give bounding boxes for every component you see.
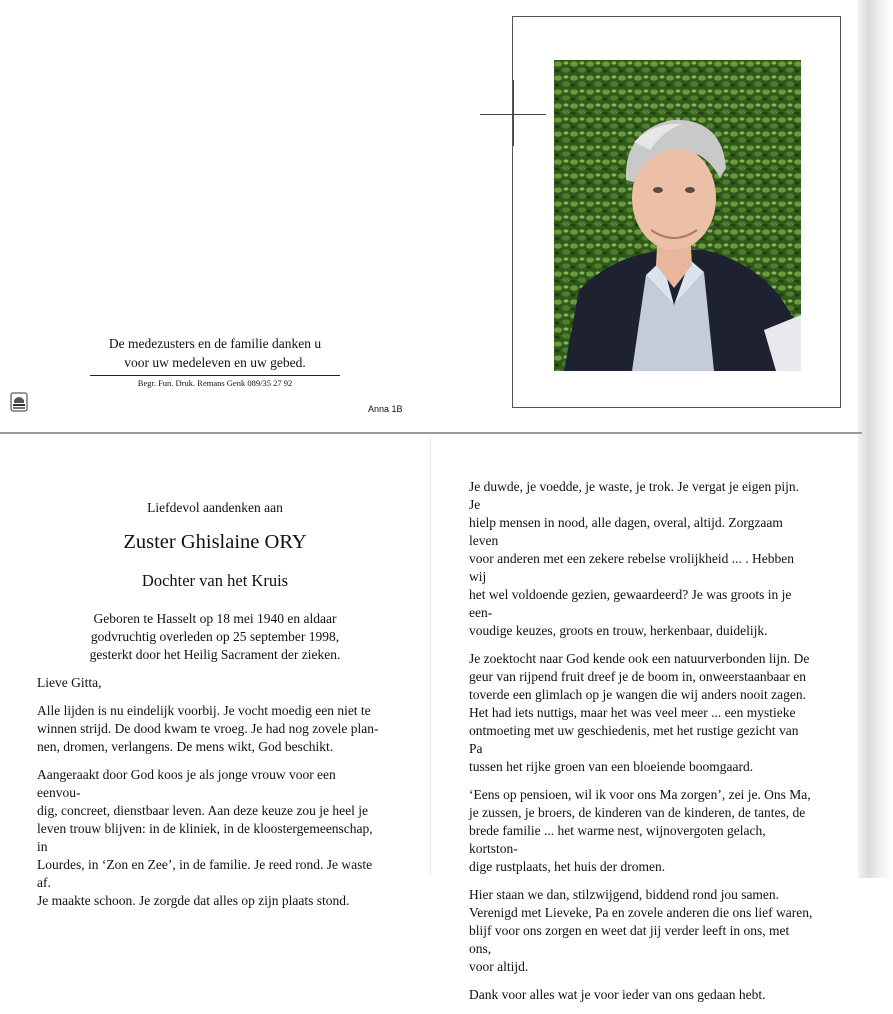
text-line: Je duwde, je voedde, je waste, je trok. Je vergat je eigen pijn. Je [469,479,800,512]
text-line: dige rustplaats, het huis der dromen. [469,859,666,874]
text-line: je zussen, je broers, de kinderen van de kinderen, de tantes, de [469,805,806,820]
birth-death-details [60,610,370,664]
text-line: brede familie ... het warme nest, wijnovergoten gelach, kortston- [469,823,766,856]
text-line: tussen het rijke groen van een bloeiende boomgaard. [469,759,754,774]
divider-rule [90,375,340,376]
deceased-name: Zuster Ghislaine ORY [123,531,307,553]
text-line: winnen strijd. De dood kwam te vroeg. Je had nog zovele plan- [37,721,379,736]
center-crease [430,436,431,876]
printer-credit: Begr. Fun. Druk. Remans Genk 089/35 27 92 [137,378,293,388]
paragraph [469,650,813,776]
text-line: nen, dromen, verlangens. De mens wikt, God beschikt. [37,739,334,754]
detail-line: Geboren te Hasselt op 18 mei 1940 en aldaar [93,611,337,626]
salutation: Lieve Gitta, [37,675,102,690]
paragraph [37,702,382,756]
text-line: voor altijd. [469,959,529,974]
portrait-photo [554,60,801,371]
text-line: Het had iets nuttigs, maar het was veel meer ... een mystieke [469,705,796,720]
detail-line: gesterkt door het Heilig Sacrament der zieken. [89,647,341,662]
text-line: Lourdes, in ‘Zon en Zee’, in de familie. Je reed rond. Je waste af. [37,857,373,890]
page-edge-shadow [858,0,893,878]
text-line: ontmoeting met uw geschiedenis, met het rustige gezicht van Pa [469,723,799,756]
text-line: Dank voor alles wat je voor ieder van ons gedaan hebt. [469,987,766,1002]
text-line: het wel voldoende gezien, gewaardeerd? Je was groots in je een- [469,587,792,620]
card-fold-line [0,432,862,434]
text-line: hielp mensen in nood, alle dagen, overal, altijd. Zorgzaam leven [469,515,783,548]
paragraph [469,478,813,640]
text-line: voudige keuzes, groots en trouw, herkenbaar, duidelijk. [469,623,768,638]
text-line: Verenigd met Lieveke, Pa en zovele anderen die ons lief waren, [469,905,813,920]
text-line: Hier staan we dan, stilzwijgend, biddend rond jou samen. [469,887,780,902]
card-code: Anna 1B [368,404,403,414]
text-line: ‘Eens op pensioen, wil ik voor ons Ma zorgen’, zei je. Ons Ma, [469,787,811,802]
printer-logo-icon [10,392,28,412]
paragraph [469,786,813,876]
text-line: Aangeraakt door God koos je als jonge vrouw voor een eenvou- [37,767,336,800]
text-line: blijf voor ons zorgen en weet dat jij verder leeft in ons, met ons, [469,923,790,956]
left-column-text [37,674,382,920]
detail-line: godvruchtig overleden op 25 september 1998, [90,629,340,644]
text-line: Je maakte schoon. Je zorgde dat alles op zijn plaats stond. [37,893,350,908]
text-line: toverde een glimlach op je wangen die wij anders nooit zagen. [469,687,807,702]
text-line: Je zoektocht naar God kende ook een natuurverbonden lijn. De [469,651,810,666]
intro-line: Liefdevol aandenken aan [147,500,283,515]
text-line: dig, concreet, dienstbaar leven. Aan deze keuze zou je heel je [37,803,368,818]
right-column-text [469,478,813,1014]
text-line: Alle lijden is nu eindelijk voorbij. Je vocht moedig een niet te [37,703,371,718]
paragraph [469,886,813,976]
text-line: leven trouw blijven: in de kliniek, in de kloostergemeenschap, in [37,821,373,854]
text-line: voor anderen met een zekere rebelse vrolijkheid ... . Hebben wij [469,551,794,584]
closing-line [469,986,813,1004]
paragraph [37,766,382,910]
thanks-line: De medezusters en de familie danken u [108,336,322,351]
religious-order: Dochter van het Kruis [141,571,289,590]
cross-vertical-bar [513,80,514,146]
thanks-line: voor uw medeleven en uw gebed. [124,355,306,370]
text-line: geur van rijpend fruit dreef je de boom in, onweerstaanbaar en [469,669,806,684]
thanks-message [90,334,340,372]
